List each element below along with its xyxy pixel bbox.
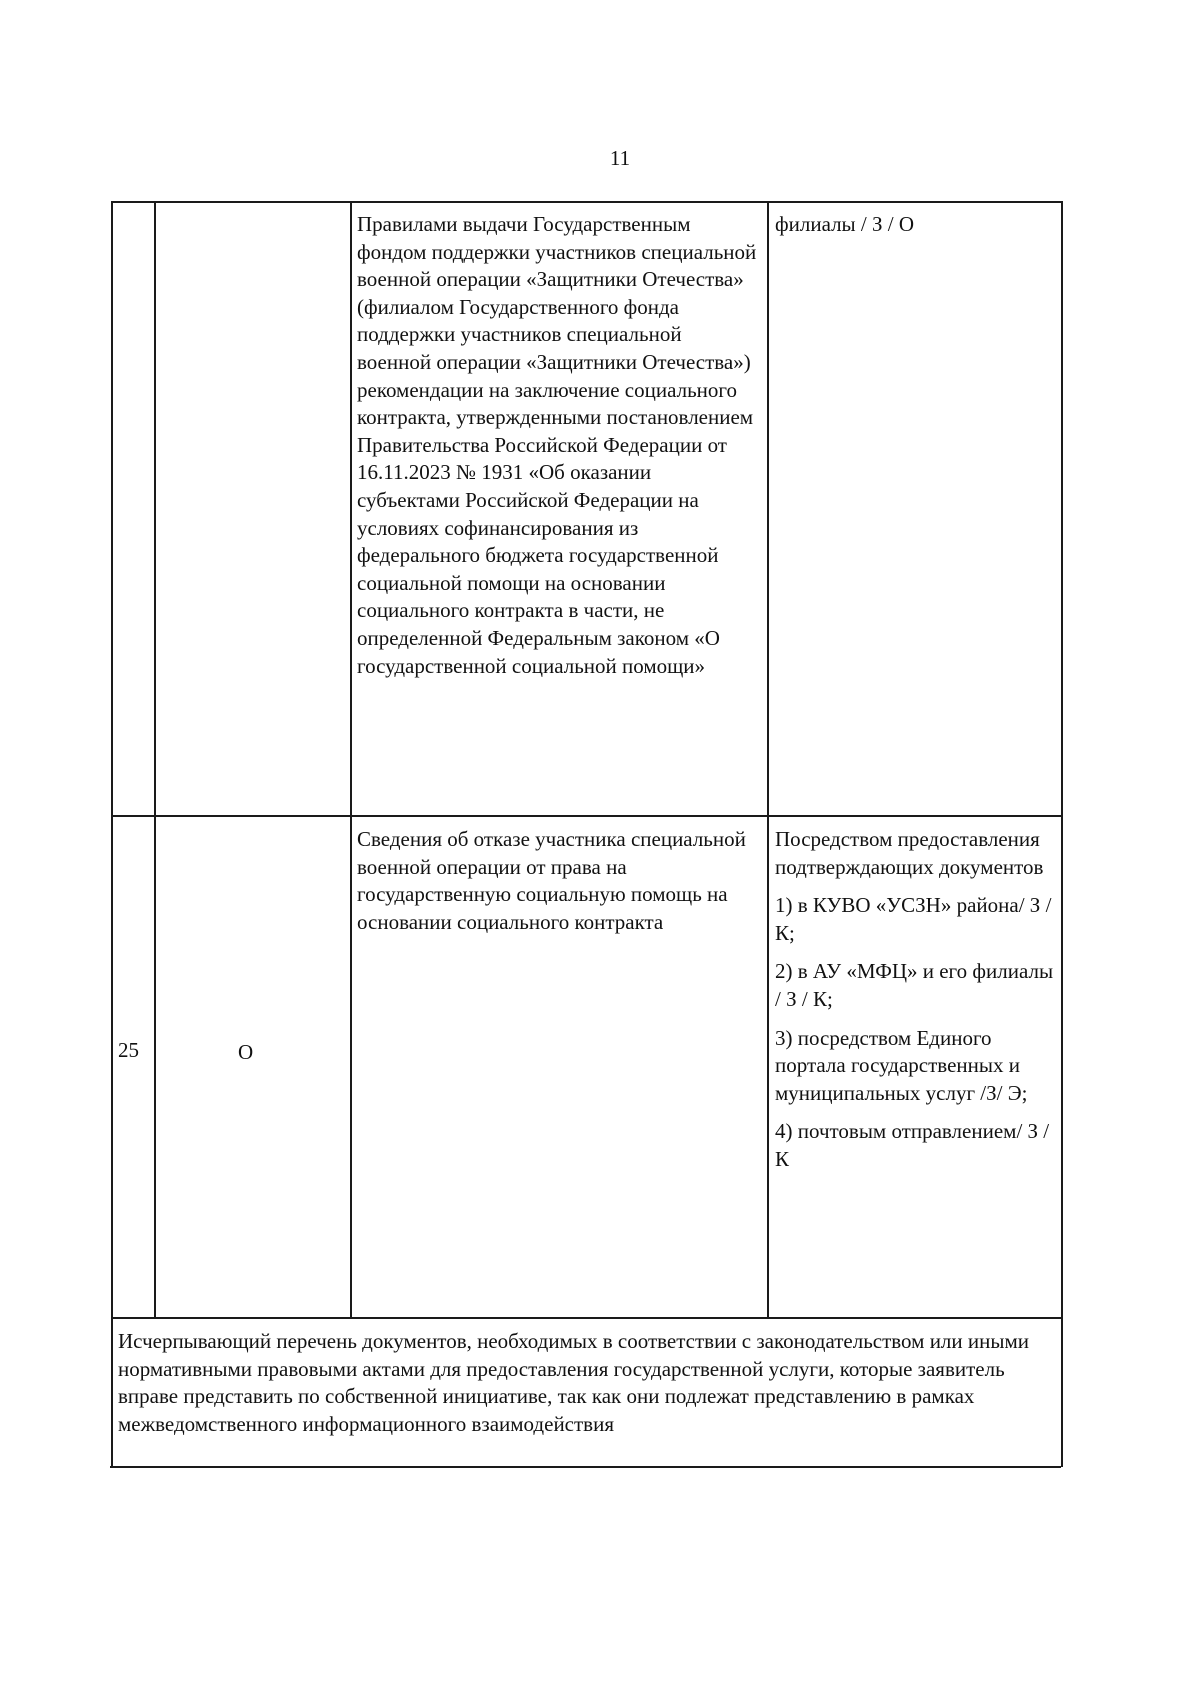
method-intro: Посредством предоставления подтверждающих документов [775, 827, 1044, 879]
page-number: 11 [609, 146, 631, 170]
footer-note: Исчерпывающий перечень документов, необходимых в соответствии с законодательством или иными нормативными правовыми актами для предоставления государственной услуги, которые заявитель вправе представить по собственной инициативе, так как они подлежат представлению в рамках межведомственного информационного взаимодействия [118, 1329, 1030, 1436]
row-25-category: О [238, 1040, 254, 1064]
method-item-mfc: 2) в АУ «МФЦ» и его филиалы / З / К; [775, 959, 1054, 1011]
table-border-top [111, 201, 1062, 203]
row-25-methods [775, 826, 1060, 1174]
row-divider [111, 815, 1062, 817]
table-border-left [111, 201, 113, 1467]
column-divider-3 [767, 201, 769, 1317]
continued-row-method: филиалы / З / О [775, 212, 915, 236]
continued-row-description: Правилами выдачи Государственным фондом поддержки участников специальной военной операции «Защитники Отечества» (филиалом Государственного фонда поддержки участников специальной военной операции «Защитники Отечества») рекомендации на заключение социального контракта, утвержденными постановлением Правительства Российской Федерации от 16.11.2023 № 1931 «Об оказании субъектами Российской Федерации на условиях софинансирования из федерального бюджета государственной социальной помощи на основании социального контракта в части, не определенной Федеральным законом «О государственной социальной помощи» [357, 212, 757, 678]
column-divider-2 [350, 201, 352, 1317]
row-25-number: 25 [118, 1038, 139, 1062]
row-25-description: Сведения об отказе участника специальной военной операции от права на государственную социальную помощь на основании социального контракта [357, 827, 746, 934]
column-divider-1 [154, 201, 156, 1317]
table-border-bottom [110, 1466, 1061, 1468]
method-item-portal: 3) посредством Единого портала государственных и муниципальных услуг /З/ Э; [775, 1025, 1028, 1105]
method-item-mail: 4) почтовым отправлением/ З / К [775, 1119, 1050, 1171]
table-border-right [1061, 201, 1063, 1467]
footer-divider [111, 1317, 1061, 1319]
method-item-uszn: 1) в КУВО «УСЗН» района/ З / К; [775, 893, 1052, 945]
